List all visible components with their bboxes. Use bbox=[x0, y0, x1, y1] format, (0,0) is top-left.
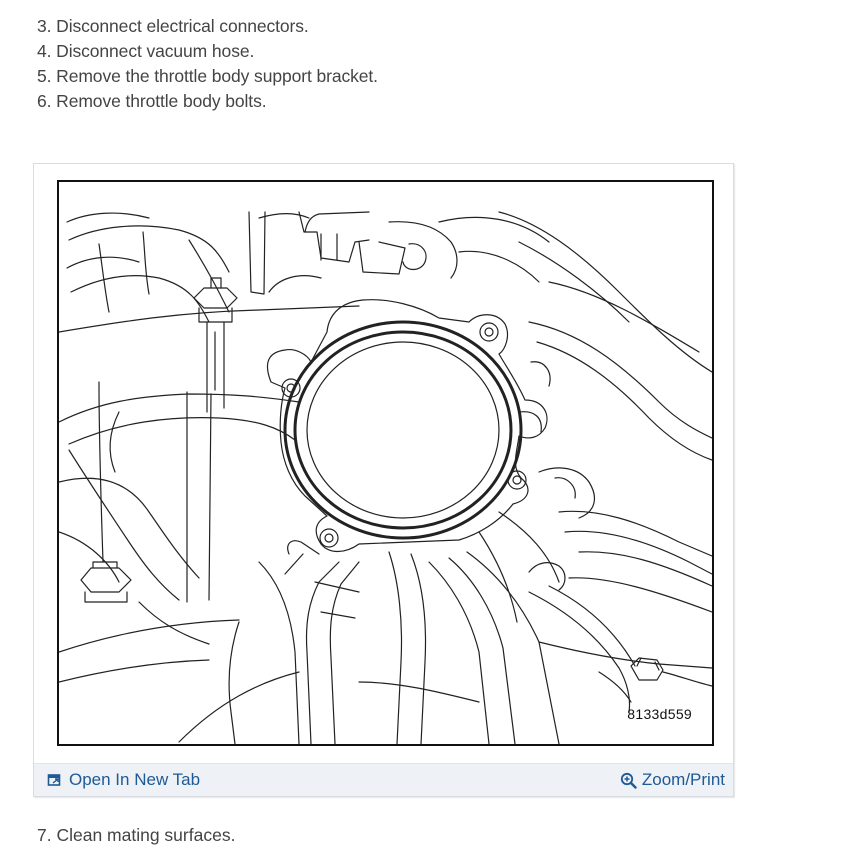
throttle-body-drawing bbox=[59, 182, 712, 744]
figure-container bbox=[33, 163, 734, 797]
zoom-print-link[interactable] bbox=[620, 770, 725, 790]
step-4: 4. Disconnect vacuum hose. bbox=[37, 41, 255, 61]
magnifier-plus-icon bbox=[620, 772, 636, 788]
open-in-new-tab-link[interactable] bbox=[47, 770, 200, 790]
zoom-print-label: Zoom/Print bbox=[641, 770, 725, 789]
step-3: 3. Disconnect electrical connectors. bbox=[37, 16, 309, 36]
step-6: 6. Remove throttle body bolts. bbox=[37, 91, 267, 111]
step-5: 5. Remove the throttle body support bracket. bbox=[37, 66, 378, 86]
step-7: 7. Clean mating surfaces. bbox=[37, 825, 236, 845]
open-in-new-tab-label: Open In New Tab bbox=[69, 770, 201, 789]
figure-id-label: 8133d559 bbox=[627, 706, 692, 722]
figure-toolbar bbox=[34, 763, 733, 796]
step-list bbox=[37, 14, 378, 114]
throttle-body-illustration[interactable] bbox=[57, 180, 714, 746]
new-tab-icon bbox=[47, 772, 63, 788]
